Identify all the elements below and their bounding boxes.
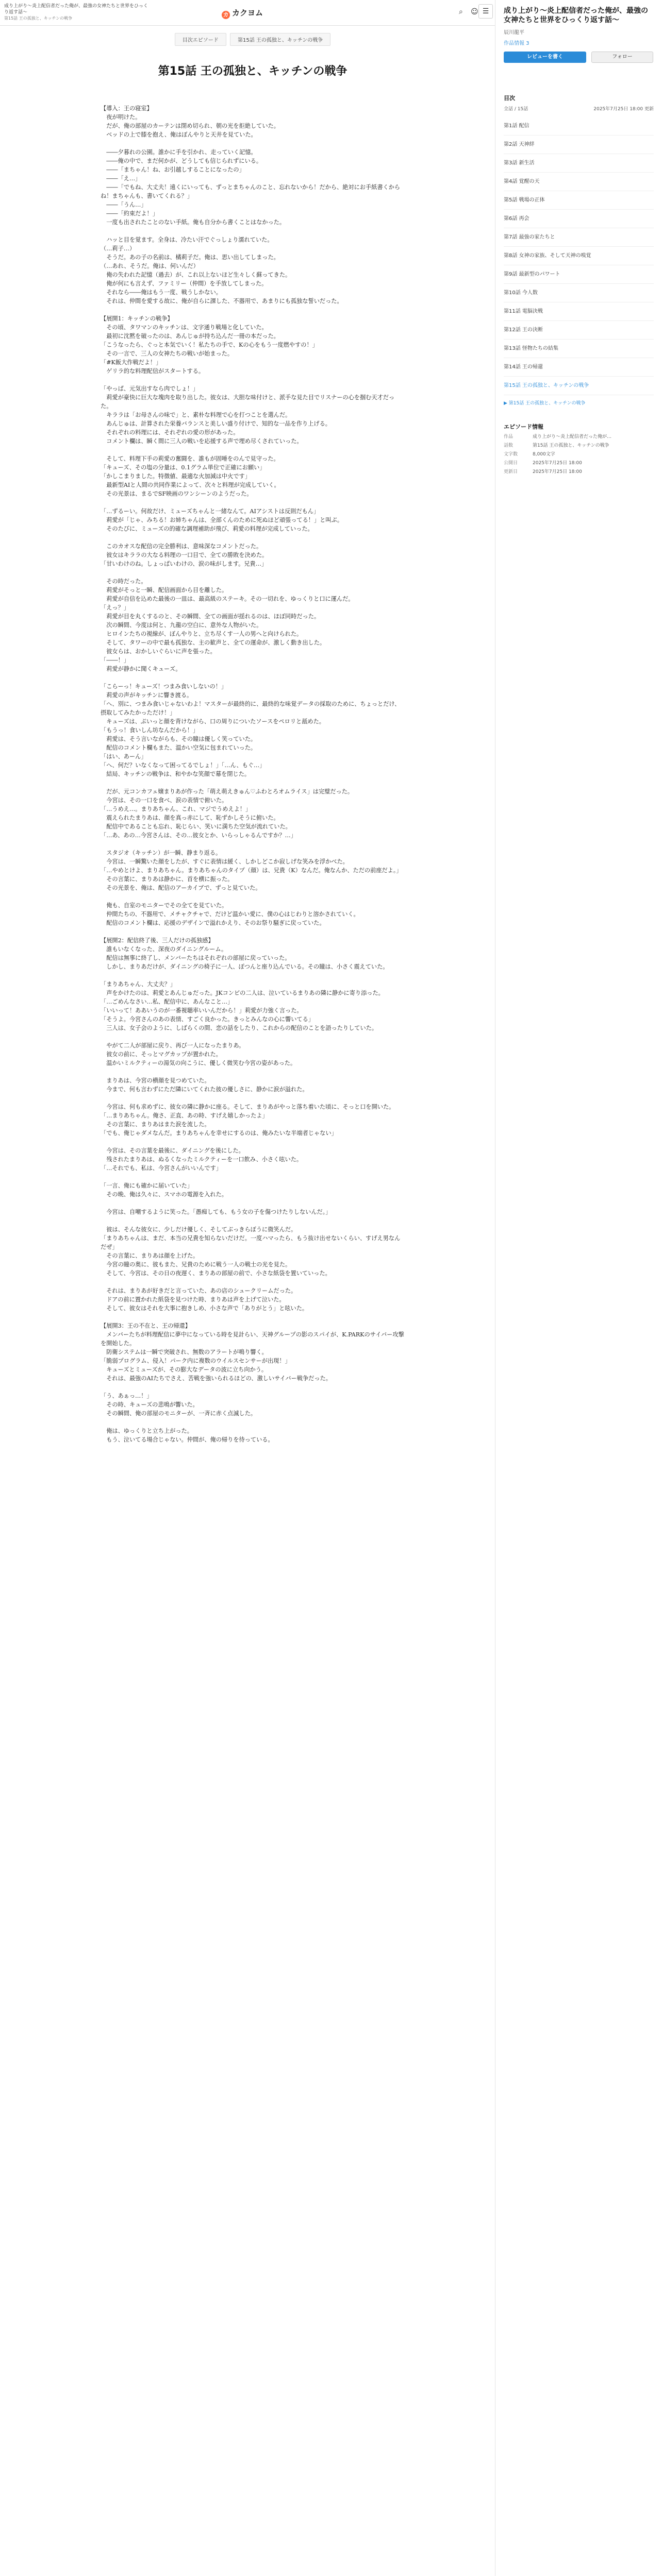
- body-paragraph: 結局、キッチンの戦争は、和やかな笑顔で幕を閉じた。: [101, 771, 251, 777]
- body-paragraph: ――「まちゃん！ね、お引越しすることになったの」: [101, 166, 245, 173]
- body-paragraph: 配信中であることも忘れ、恥じらい、笑いに満ちた空気が流れていた。: [101, 823, 291, 830]
- body-paragraph: もう、泣いてる場合じゃない。仲間が、俺の帰りを待っている。: [101, 1436, 274, 1443]
- body-paragraph: それは、まりあが好きだと言っていた、あの店のシュークリームだった。: [101, 1287, 297, 1294]
- body-paragraph: 「へ、何だ？いなくなって困ってるでしょ！」「…ん、もぐ…」: [101, 762, 266, 769]
- body-paragraph: 今宮は、一瞬驚いた顔をしたが、すぐに表情は緩く、しかしどこか寂しげな笑みを浮かべた。: [101, 858, 349, 865]
- paragraph-gap: [101, 446, 405, 454]
- body-paragraph: 「でも、俺じゃダメなんだ。まりあちゃんを幸せにするのは、俺みたいな半端者じゃない」: [101, 1130, 337, 1137]
- body-paragraph: ベッドの上で膝を抱え、俺はぼんやりと天井を見ていた。: [101, 131, 257, 138]
- paragraph-gap: [101, 498, 405, 507]
- body-paragraph: 「まりあちゃんは、まだ、本当の兄貴を知らないだけだ。一度ハマったら、もう抜け出せないくらい、すげえ男なんだぜ」: [101, 1235, 401, 1250]
- toc-current-episode[interactable]: ▶ 第15話 王の孤独と、キッチンの戦争: [504, 401, 586, 406]
- episode-info-value: 8,000文字: [533, 452, 555, 457]
- body-paragraph: 「――！」: [101, 657, 129, 664]
- body-paragraph: キューズとミューズが、その膨大なデータの波に立ち向かう。: [101, 1366, 268, 1373]
- body-paragraph: その言葉に、まりあはまた涙を流した。: [101, 1121, 210, 1128]
- body-paragraph: 防衛システムは一瞬で突破され、無数のアラートが鳴り響く。: [101, 1349, 268, 1355]
- body-paragraph: そのたびに、ミューズの的確な調理補助が飛び、莉愛の料理が完成していった。: [101, 526, 313, 532]
- episode-info-key: 話数: [504, 443, 514, 448]
- episode-title: 第15話 王の孤独と、キッチンの戦争: [158, 65, 347, 78]
- paragraph-gap: [101, 840, 405, 849]
- body-paragraph: あんじゅは、計算された栄養バランスと美しい盛り付けで、知的な一品を作り上げる。: [101, 420, 331, 427]
- body-paragraph: 「こうなったら、ぐっと本気でいく！私たちの手で、Kの心をもう一度燃やすの！」: [101, 342, 318, 348]
- body-paragraph: そして、今宮は、その日の夜遅く、まりあの部屋の前で、小さな紙袋を置いていった。: [101, 1270, 331, 1277]
- toc-summary-row: [504, 105, 654, 112]
- body-paragraph: 「…それでも、私は、今宮さんがいいんです」: [101, 1165, 222, 1172]
- body-paragraph: 残されたまりあは、ぬるくなったミルクティーを一口飲み、小さく呟いた。: [101, 1156, 303, 1163]
- body-paragraph: 仲間たちの、不器用で、メチャクチャで、だけど温かい愛に、僕の心はじわりと溶かされていく。: [101, 911, 359, 918]
- body-paragraph: メンバーたちが料理配信に夢中になっている時を見計らい、天神グループの影のスパイが、K.PARKのサイバー攻撃を開始した。: [101, 1331, 404, 1347]
- paragraph-gap: [101, 1216, 405, 1225]
- body-paragraph: そして、料理下手の莉愛の奮闘を、誰もが固唾をのんで見守った。: [101, 455, 279, 462]
- body-paragraph: 「一言、俺にも確かに届いていた」: [101, 1182, 193, 1189]
- body-paragraph: 最初に沈黙を破ったのは、あんじゅが持ち込んだ一冊の本だった。: [101, 333, 279, 340]
- toc-item[interactable]: 第8話 女神の家族、そして天神の嗅覚: [504, 247, 654, 265]
- body-paragraph: 莉愛が豪快に巨大な塊肉を取り出した。彼女は、大胆な味付けと、派手な見た目でリスナーの心を掴む天才だった。: [101, 394, 395, 410]
- paragraph-gap: [101, 568, 405, 577]
- body-paragraph: その時、キューズの悲鳴が響いた。: [101, 1401, 198, 1408]
- body-paragraph: 「…ずるーい。何故だけ、ミューズちゃんと一緒なんて。AIアシストは反則だもん」: [101, 508, 320, 515]
- body-paragraph: 今宮は、その一口を食べ、涙の表情で俯いた。: [101, 797, 228, 804]
- body-paragraph: このカオスな配信の完全勝利は、意味深なコメントだった。: [101, 543, 262, 550]
- paragraph-gap: [101, 892, 405, 901]
- body-paragraph: スタジオ（キッチン）が一瞬、静まり返る。: [101, 850, 222, 856]
- body-paragraph: 莉愛が静かに聞くキューズ。: [101, 666, 181, 672]
- menu-button[interactable]: ☰: [478, 4, 493, 19]
- body-paragraph: 「えっ？」: [101, 604, 129, 611]
- paragraph-gap: [101, 1094, 405, 1103]
- body-paragraph: その頃、タワマンのキッチンは、文字通り戦場と化していた。: [101, 324, 268, 331]
- toc-item[interactable]: 第10話 今人数: [504, 284, 654, 302]
- paragraph-gap: [101, 971, 405, 980]
- body-paragraph: そうだ。あの子の名前は、橘莉子だ。俺は、思い出してしまった。: [101, 254, 279, 261]
- body-paragraph: その言葉に、まりあは静かに、首を横に振った。: [101, 876, 234, 883]
- user-icon[interactable]: ☺: [470, 8, 478, 16]
- episode-info-table: [495, 433, 662, 474]
- paragraph-gap: [101, 927, 405, 936]
- body-paragraph: 声をかけたのは、莉愛とあんじゅだった。JKコンビの二人は、泣いているまりあの隣に静かに寄り添った。: [101, 990, 384, 996]
- body-paragraph: 彼女の前に、そっとマグカップが置かれた。: [101, 1051, 222, 1058]
- body-paragraph: 彼女はキララの大なる料理の一口目で、全ての勝敗を決めた。: [101, 552, 268, 558]
- body-paragraph: ドアの前に置かれた紙袋を見つけた時、まりあは声を上げて泣いた。: [101, 1296, 285, 1303]
- write-review-button[interactable]: レビューを書く: [504, 52, 586, 63]
- body-paragraph: 最新型AIと人間の共同作業によって、次々と料理が完成していく。: [101, 482, 280, 488]
- episode-info-row: [504, 442, 654, 448]
- body-paragraph: 一度も出されたことのない手紙。俺も自分から書くことはなかった。: [101, 219, 286, 226]
- body-paragraph: 「こらーっ！キューズ！つまみ食いしないの！」: [101, 683, 227, 690]
- toc-item[interactable]: 第14話 王の帰還: [504, 358, 654, 377]
- body-paragraph: 「…あ、あの…今宮さんは、その…彼女とか、いらっしゃるんですか？…」: [101, 832, 296, 839]
- body-paragraph: 今まで、何も言わずにただ隣にいてくれた彼の優しさに、静かに涙が溢れた。: [101, 1086, 308, 1093]
- body-paragraph: 三人は、女子会のように、しばらくの間、恋の話をしたり、これからの配信のことを語ったりしていた。: [101, 1025, 378, 1031]
- body-paragraph: ――「うん…」: [101, 201, 147, 208]
- toc-item[interactable]: 第4話 覚醒の天: [504, 173, 654, 191]
- body-paragraph: ――夕暮れの公園。誰かに手を引かれ、走っていく記憶。: [101, 149, 257, 156]
- breadcrumb-toc-link[interactable]: 目次エピソード: [175, 33, 226, 46]
- toc-item[interactable]: 第1話 配信: [504, 117, 654, 135]
- episode-info-value: 成り上がり〜炎上配信者だった俺が…: [533, 434, 612, 439]
- body-paragraph: 【導入：王の寝室】: [101, 105, 153, 112]
- body-paragraph: 【展開2：配信終了後、三人だけの孤独感】: [101, 937, 214, 944]
- body-paragraph: 【展開3：王の不在と、王の帰還】: [101, 1323, 191, 1329]
- body-paragraph: 莉愛が「じゃ、みちる！お姉ちゃんは、全部くんのために死ぬほど頑張ってる！」と叫ぶ。: [101, 517, 343, 523]
- toc-item[interactable]: 第12話 王の決断: [504, 321, 654, 340]
- sidebar-author[interactable]: 辰川龍平: [504, 30, 524, 36]
- body-paragraph: ゲリラ的な料理配信がスタートする。: [101, 368, 205, 375]
- header-icons: [454, 6, 478, 16]
- toc-item[interactable]: 第5話 戦場の正体: [504, 191, 654, 210]
- episode-info-row: [504, 468, 654, 474]
- breadcrumb: [72, 33, 433, 46]
- sidebar-work-title[interactable]: 成り上がり〜炎上配信者だった俺が、最強の女神たちと世界をひっくり返す話〜: [504, 7, 648, 24]
- body-paragraph: ――「でもね、大丈夫！遠くにいっても、ずっとまちゃんのこと、忘れないから！だから、絶対にお手紙書くからね！まちゃんも、書いてくれる？」: [101, 184, 401, 199]
- logo-text: カクヨム: [232, 8, 263, 18]
- body-paragraph: 莉愛が目を丸くするのと、その瞬間、全ての画面が揺れるのは、ほぼ同時だった。: [101, 613, 320, 620]
- toc-list: [504, 117, 654, 395]
- body-paragraph: やがて二人が部屋に戻り、再び一人になったまりあ。: [101, 1042, 245, 1049]
- body-paragraph: キューズは、ぷいっと顔を背けながら、口の周りについたソースをペロリと舐めた。: [101, 718, 325, 725]
- body-paragraph: 「いいって！ああいうのが一番視聴率いいんだから！」莉愛が力強く言った。: [101, 1007, 303, 1014]
- body-paragraph: 今宮の瞳の奥に、彼もまた、兄貴のために戦う一人の戦士の光を見た。: [101, 1261, 291, 1268]
- toc-heading: 目次: [504, 95, 515, 101]
- toc-item[interactable]: 第9話 最新型のパワート: [504, 265, 654, 284]
- body-paragraph: 「キューズ、その塩の分量は、0.1グラム単位で正確にお願い」: [101, 464, 266, 471]
- body-paragraph: 「…ごめんなさい…私、配信中に、あんなこと…」: [101, 998, 234, 1005]
- body-paragraph: 「甘いわけのね。しょっぱいわけの、涙の味がします。兄貴…」: [101, 561, 268, 567]
- body-paragraph: 配信は無事に終了し、メンバーたちはそれぞれの部屋に戻っていった。: [101, 955, 291, 961]
- toc-item[interactable]: 第13話 怪物たちの結集: [504, 340, 654, 358]
- body-paragraph: ――「え…」: [101, 175, 141, 182]
- paragraph-gap: [101, 306, 405, 314]
- episode-info-key: 更新日: [504, 469, 518, 474]
- body-paragraph: ヒロインたちの視線が、ぼんやりと、立ち尽くす一人の男へと向けられた。: [101, 631, 303, 637]
- paragraph-gap: [101, 673, 405, 682]
- header-work-info[interactable]: [4, 3, 148, 22]
- episode-info-row: [504, 433, 654, 439]
- episode-info-row: [504, 459, 654, 466]
- header-episode-title: 第15話 王の孤独と、キッチンの戦争: [4, 16, 73, 21]
- body-paragraph: その言葉に、まりあは顔を上げた。: [101, 1252, 199, 1259]
- paragraph-gap: [101, 533, 405, 542]
- toc-item[interactable]: 第15話 王の孤独と、キッチンの戦争: [504, 377, 654, 395]
- body-paragraph: 配信のコメント欄は、応援のデザインで溢れかえり、そのお祭り騒ぎに戻っていた。: [101, 920, 325, 926]
- body-paragraph: 「はい、あーん」: [101, 753, 147, 760]
- paragraph-gap: [101, 778, 405, 787]
- body-paragraph: その瞬間、俺の部屋のモニターが、一斉に赤く点滅した。: [101, 1410, 257, 1417]
- body-paragraph: 「…まりあちゃん。俺さ、正直、あの時、すげえ嬉しかったよ」: [101, 1112, 268, 1119]
- episode-info-value: 2025年7月25日 18:00: [533, 461, 582, 466]
- toc-item[interactable]: 第2話 天神絆: [504, 135, 654, 154]
- body-paragraph: 震えられたまりあは、顔を真っ赤にして、恥ずかしそうに俯いた。: [101, 815, 279, 821]
- body-paragraph: 俺が何にも言えず、ファミリー（仲間）を手放してしまった。: [101, 280, 268, 287]
- body-paragraph: 夜が明けた。: [101, 114, 141, 121]
- body-paragraph: 彼は、そんな彼女に、少しだけ優しく、そしてぶっきらぼうに微笑んだ。: [101, 1226, 297, 1233]
- paragraph-gap: [101, 1278, 405, 1286]
- episode-body: [101, 104, 405, 1444]
- body-paragraph: 「やっぱ、元気出すなら肉でしょ！」: [101, 385, 199, 392]
- body-paragraph: 「へ、別に、つまみ食いじゃないわよ！マスターが最終的に、最終的な味覚データの採取のために、ちょっとだけ、摂取してみたかっただけ！」: [101, 701, 401, 716]
- paragraph-gap: [101, 1418, 405, 1427]
- episode-info-value: 第15話 王の孤独と、キッチンの戦争: [533, 443, 609, 448]
- body-paragraph: その晩、俺は久々に、スマホの電源を入れた。: [101, 1191, 227, 1198]
- body-paragraph: だが、元コンカフェ嬢まりあが作った「萌え萌えきゅん♡ふわとろオムライス」は完璧だった。: [101, 788, 354, 795]
- body-paragraph: 配信のコメント欄もまた、温かい空気に包まれていった。: [101, 744, 257, 751]
- body-paragraph: そして、タワーの中で最も孤独な、主の歓声と、全ての運命が、激しく動き出した。: [101, 639, 326, 646]
- paragraph-gap: [101, 376, 405, 384]
- toc-item[interactable]: 第7話 最強の家たちと: [504, 228, 654, 247]
- breadcrumb-current-episode[interactable]: 第15話 王の孤独と、キッチンの戦争: [230, 33, 330, 46]
- episode-info-value: 2025年7月25日 18:00: [533, 469, 582, 474]
- body-paragraph: まりあは、今宮の横顔を見つめていた。: [101, 1077, 210, 1084]
- body-paragraph: 【展開1：キッチンの戦争】: [101, 315, 173, 322]
- body-paragraph: 次の瞬間、今度は何と、九龍の空白に、意外な人物がいた。: [101, 622, 262, 629]
- body-paragraph: （…あれ、そうだ。俺は、何いんだ）: [101, 263, 199, 269]
- body-paragraph: 「脆弱プログラム、侵入！パーク内に複数のウイルスセンサーが出現！」: [101, 1358, 291, 1364]
- body-paragraph: 今宮は、自嘲するように笑った。「愚痴しても、もう女の子を傷つけたりしないんだ。」: [101, 1209, 332, 1215]
- paragraph-gap: [101, 1199, 405, 1208]
- body-paragraph: ――俺の中で、まだ何かが、どうしても信じられずにいる。: [101, 158, 262, 164]
- paragraph-gap: [101, 139, 405, 148]
- body-paragraph: ――「約束だよ！」: [101, 210, 158, 217]
- episode-reader: [72, 26, 433, 2576]
- sidebar-work-info-link[interactable]: 作品情報 3: [504, 41, 529, 46]
- episode-info-key: 作品: [504, 434, 514, 439]
- body-paragraph: 「…うめえ…。まりあちゃん、これ、マジでうめえよ！」: [101, 806, 252, 812]
- body-paragraph: 「もうっ！食いしん坊なんだから！」: [101, 727, 199, 734]
- body-paragraph: 俺の失われた記憶（過去）が、これ以上ないほど生々しく蘇ってきた。: [101, 272, 291, 278]
- body-paragraph: コメント欄は、瞬く間に三人の戦いを応援する声で埋め尽くされていった。: [101, 438, 303, 445]
- toc-item[interactable]: 第11話 電脳決戦: [504, 302, 654, 321]
- toc-item[interactable]: 第6話 再会: [504, 210, 654, 228]
- body-paragraph: キララは「お母さんの味で」と、素朴な料理で心を打つことを選んだ。: [101, 412, 291, 418]
- body-paragraph: 温かいミルクティーの湯気の向こうに、優しく微笑む今宮の姿があった。: [101, 1060, 296, 1066]
- logo-icon: カ: [222, 11, 230, 19]
- body-paragraph: 莉愛が自信を込めた最後の一皿は、最高級のステーキ。その一切れを、ゆっくりと口に運んだ。: [101, 596, 354, 602]
- episode-info-heading: エピソード情報: [504, 423, 543, 430]
- body-paragraph: その光景を、俺は、配信のアーカイブで、ずっと見ていた。: [101, 885, 261, 891]
- body-paragraph: 「う、あぁっ…！」: [101, 1393, 153, 1399]
- body-paragraph: 「かしこまりました。特徴値、最適な火加減は中火です」: [101, 473, 251, 480]
- body-paragraph: 莉愛の声がキッチンに響き渡る。: [101, 692, 193, 699]
- toc-item[interactable]: 第3話 新生活: [504, 154, 654, 173]
- body-paragraph: 莉愛は、そう言いながらも、その瞳は優しく笑っていた。: [101, 736, 257, 742]
- paragraph-gap: [101, 1313, 405, 1321]
- body-paragraph: 俺も、自室のモニターでその全てを見ていた。: [101, 902, 228, 909]
- episode-info-key: 文字数: [504, 452, 518, 457]
- paragraph-gap: [101, 1173, 405, 1181]
- body-paragraph: 莉愛がそっと一瞬、配信画面から目を離した。: [101, 587, 228, 594]
- body-paragraph: 「そうよ。今宮さんのあの表情、すごく良かった。きっとみんなの心に響いてる」: [101, 1016, 314, 1023]
- episode-info-row: [504, 450, 654, 457]
- paragraph-gap: [101, 1032, 405, 1041]
- body-paragraph: 今宮は、その言葉を最後に、ダイニングを後にした。: [101, 1147, 244, 1154]
- toc-count: 全話 / 15話: [504, 107, 528, 112]
- paragraph-gap: [101, 1383, 405, 1392]
- body-paragraph: その一言で、三人の女神たちの戦いが始まった。: [101, 350, 234, 357]
- body-paragraph: その時だった。: [101, 578, 147, 585]
- body-paragraph: それぞれの料理には、それぞれの愛の形があった。: [101, 429, 239, 436]
- body-paragraph: しかし、まりあだけが、ダイニングの椅子に一人、ぽつんと座り込んでいる。その瞳は、小さく震えていた。: [101, 963, 389, 970]
- episode-info-key: 公開日: [504, 461, 518, 466]
- body-paragraph: だが、俺の部屋のカーテンは閉め切られ、朝の光を拒絶していた。: [101, 123, 279, 129]
- body-paragraph: その光景は、まるでSF映画のワンシーンのようだった。: [101, 490, 253, 497]
- body-paragraph: それは、最強のAIたちでさえ、苦戦を強いられるほどの、激しいサイバー戦争だった。: [101, 1375, 332, 1382]
- toc-updated: 2025年7月25日 18:00 更新: [593, 107, 654, 112]
- work-sidebar: [495, 0, 662, 2576]
- header-work-title[interactable]: 成り上がり〜炎上配信者だった俺が、最強の女神たちと世界をひっくり返す話〜: [4, 4, 148, 15]
- body-paragraph: そして、彼女はそれを大事に抱きしめ、小さな声で「ありがとう」と呟いた。: [101, 1305, 308, 1312]
- body-paragraph: ハッと目を覚ます。全身は、冷たい汗でぐっしょり濡れていた。: [101, 236, 273, 243]
- paragraph-gap: [101, 1138, 405, 1146]
- site-logo[interactable]: [222, 7, 263, 19]
- body-paragraph: 彼女らは、おかしいぐらいに声を張った。: [101, 648, 216, 655]
- paragraph-gap: [101, 1067, 405, 1076]
- body-paragraph: 「まりあちゃん、大丈夫？」: [101, 981, 176, 988]
- body-paragraph: それなら――俺はもう一度、戦うしかない。: [101, 289, 222, 296]
- toc-current-label: 第15話 王の孤独と、キッチンの戦争: [508, 401, 586, 406]
- follow-button[interactable]: フォロー: [591, 52, 653, 63]
- search-icon[interactable]: ⌕: [459, 8, 463, 16]
- body-paragraph: 俺は、ゆっくりと立ち上がった。: [101, 1428, 193, 1434]
- body-paragraph: それは、仲間を愛する故に、俺が自らに課した、不器用で、あまりにも孤独な誓いだった。: [101, 298, 343, 304]
- body-paragraph: 今宮は、何も求めずに、彼女の隣に静かに座る。そして、まりあがやっと落ち着いた頃に、そっと口を開いた。: [101, 1104, 395, 1110]
- paragraph-gap: [101, 227, 405, 235]
- body-paragraph: 「#K飯大作戦だよ！」: [101, 359, 162, 366]
- body-paragraph: （…莉子…）: [101, 245, 136, 252]
- body-paragraph: 「…やめとけよ、まりあちゃん。まりあちゃんのタイプ（顔）は、兄貴（K）なんだ。俺なんか、ただの前座だよ。」: [101, 867, 402, 874]
- sidebar-action-buttons: [504, 52, 654, 64]
- body-paragraph: 誰もいなくなった、深夜のダイニングルーム。: [101, 946, 227, 953]
